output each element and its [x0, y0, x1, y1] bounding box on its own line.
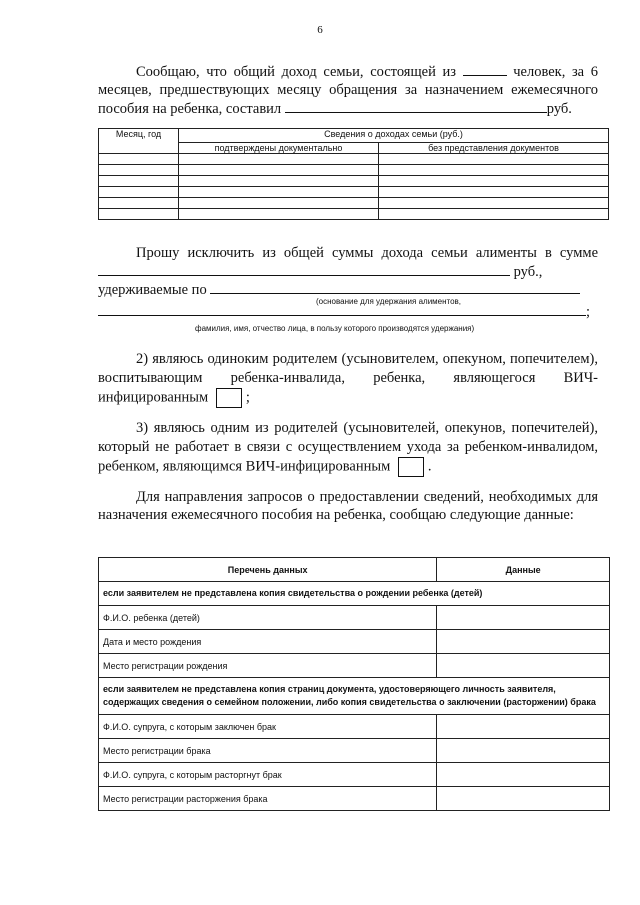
- data-section-2: если заявителем не представлена копия страниц документа, удостоверяющего личность заявителя, содержащих сведения о семейном положении, либо копия свидетельства о заключении (расторжении) брака: [99, 678, 610, 715]
- income-text-2: человек, за 6 месяцев, предшествующих месяцу обращения за назначением ежемесячного пособия на ребенка, составил: [98, 64, 599, 117]
- clause-2-text: 2) являюсь одиноким родителем (усыновителем, опекуном, попечителем), воспитывающим ребенка-инвалида, ребенка, являющегося ВИЧ-инфицированным: [98, 351, 598, 406]
- data-col-list: Перечень данных: [99, 558, 437, 582]
- clause-2-end: ;: [245, 389, 250, 406]
- clause-2: [98, 350, 598, 408]
- row-value-field[interactable]: [437, 630, 610, 654]
- clause-2-checkbox[interactable]: [216, 388, 242, 408]
- income-table: [98, 128, 609, 220]
- row-value-field[interactable]: [437, 606, 610, 630]
- income-col-documented: подтверждены документально: [179, 143, 379, 154]
- alimony-payee-line: [98, 302, 598, 321]
- row-value-field[interactable]: [437, 739, 610, 763]
- income-row[interactable]: [99, 198, 609, 209]
- table-row: [99, 654, 610, 678]
- row-value-field[interactable]: [437, 715, 610, 739]
- table-row: [99, 787, 610, 811]
- row-label: Ф.И.О. ребенка (детей): [99, 606, 437, 630]
- alimony-end: ;: [586, 304, 591, 320]
- income-row[interactable]: [99, 154, 609, 165]
- alimony-text: Прошу исключить из общей суммы дохода семьи алименты в сумме: [136, 245, 598, 261]
- income-col-group: Сведения о доходах семьи (руб.): [179, 129, 609, 143]
- row-label: Дата и место рождения: [99, 630, 437, 654]
- clause-3-checkbox[interactable]: [398, 457, 424, 477]
- data-table: [98, 557, 610, 811]
- alimony-rub: руб.,: [513, 264, 543, 280]
- table-row: [99, 715, 610, 739]
- data-col-data: Данные: [437, 558, 610, 582]
- income-col-month: Месяц, год: [99, 129, 179, 154]
- income-row[interactable]: [99, 209, 609, 220]
- family-size-field[interactable]: [463, 62, 507, 76]
- table-row: [99, 739, 610, 763]
- row-value-field[interactable]: [437, 654, 610, 678]
- row-label: Ф.И.О. супруга, с которым заключен брак: [99, 715, 437, 739]
- alimony-basis-field[interactable]: [210, 280, 580, 294]
- income-rub: руб.: [546, 101, 572, 117]
- row-label: Ф.И.О. супруга, с которым расторгнут брак: [99, 763, 437, 787]
- income-statement: [98, 62, 598, 118]
- data-section-1: если заявителем не представлена копия свидетельства о рождении ребенка (детей): [99, 582, 610, 606]
- income-row[interactable]: [99, 176, 609, 187]
- row-label: Место регистрации рождения: [99, 654, 437, 678]
- income-row[interactable]: [99, 187, 609, 198]
- income-row[interactable]: [99, 165, 609, 176]
- row-value-field[interactable]: [437, 787, 610, 811]
- alimony-basis-label: удерживаемые по: [98, 282, 207, 298]
- income-col-undocumented: без представления документов: [379, 143, 609, 154]
- alimony-request: [98, 244, 598, 281]
- page-number: 6: [317, 24, 323, 36]
- income-amount-field[interactable]: [285, 99, 547, 113]
- requests-intro: Для направления запросов о предоставлении сведений, необходимых для назначения ежемесячного пособия на ребенка, сообщаю следующие данные:: [98, 489, 598, 523]
- clause-3: [98, 419, 598, 477]
- alimony-payee-field[interactable]: [98, 302, 586, 316]
- alimony-caption-2: фамилия, имя, отчество лица, в пользу которого производятся удержания): [195, 324, 475, 333]
- clause-3-end: .: [427, 458, 432, 475]
- clause-3-text: 3) являюсь одним из родителей (усыновителей, опекунов, попечителей), который не работает в связи с осуществлением ухода за ребенком-инвалидом, ребенком, являющимся ВИЧ-инфицированным: [98, 420, 598, 475]
- row-label: Место регистрации расторжения брака: [99, 787, 437, 811]
- table-row: [99, 763, 610, 787]
- income-text-1: Сообщаю, что общий доход семьи, состоящей из: [136, 64, 456, 80]
- alimony-caption-1: (основание для удержания алиментов,: [316, 297, 462, 306]
- table-row: [99, 630, 610, 654]
- table-row: [99, 606, 610, 630]
- alimony-amount-field[interactable]: [98, 262, 510, 276]
- row-label: Место регистрации брака: [99, 739, 437, 763]
- row-value-field[interactable]: [437, 763, 610, 787]
